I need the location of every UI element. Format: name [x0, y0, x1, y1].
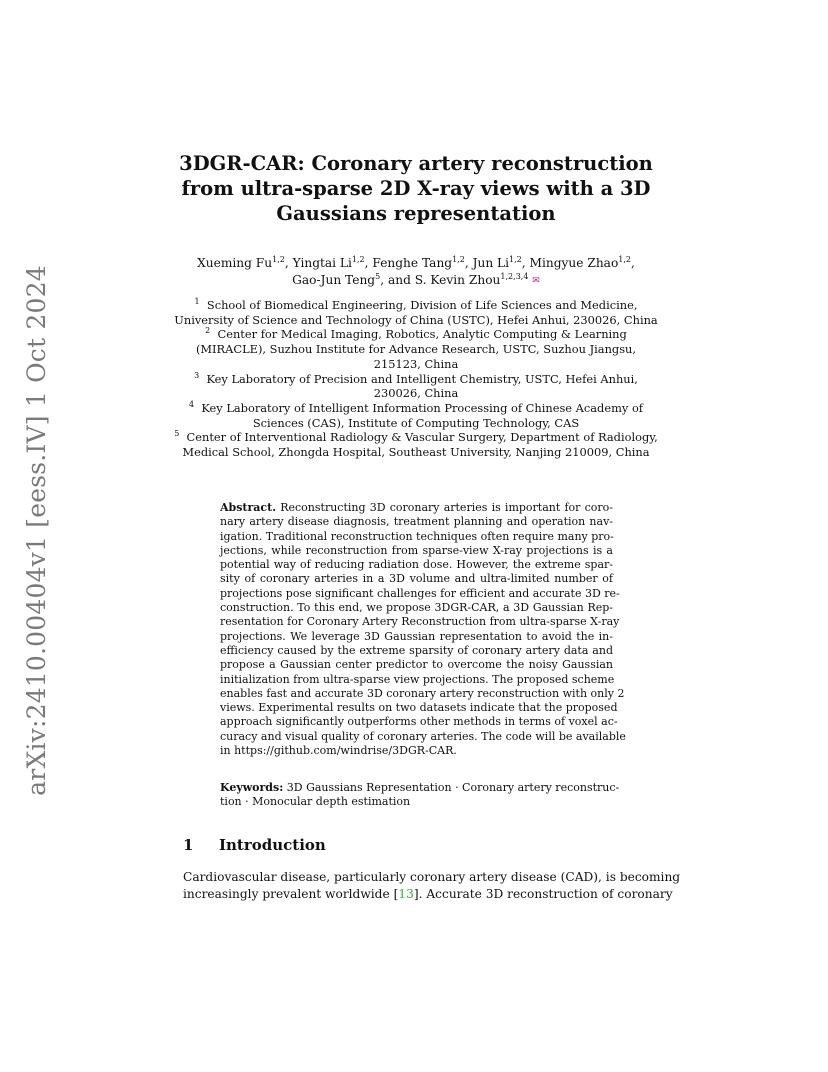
paper-title: [150, 151, 682, 226]
keywords-line: [220, 781, 620, 795]
intro-paragraph: [183, 869, 681, 903]
intro-line: Cardiovascular disease, particularly coronary artery disease (CAD), is becoming: [183, 870, 681, 884]
abstract-line: igation. Traditional reconstruction techniques often require many pro-: [220, 529, 614, 543]
author-name: Xueming Fu: [197, 256, 273, 270]
citation-link[interactable]: 13: [398, 887, 414, 901]
abstract-line: views. Experimental results on two datasets indicate that the proposed: [220, 701, 618, 715]
abstract-line: in https://github.com/windrise/3DGR-CAR.: [220, 744, 457, 758]
abstract-line: potential way of reducing radiation dose. However, the extreme spar-: [220, 558, 613, 572]
abstract-line: initialization from ultra-sparse view projections. The proposed scheme: [220, 672, 615, 686]
affiliation-line: (MIRACLE), Suzhou Institute for Advance Research, USTC, Suzhou Jiangsu,: [195, 342, 637, 357]
affiliation-text: Key Laboratory of Precision and Intelligent Chemistry, USTC, Hefei Anhui,: [206, 371, 638, 386]
author-name: Gao-Jun Teng: [292, 273, 376, 287]
abstract-line: resentation for Coronary Artery Reconstruction from ultra-sparse X-ray: [220, 615, 620, 629]
author-affil-sup: 1,2: [452, 255, 465, 264]
author-affil-sup: 1,2: [618, 255, 632, 264]
arxiv-identifier: [21, 264, 51, 796]
abstract-heading: Abstract.: [220, 501, 277, 514]
intro-line: [183, 886, 673, 903]
author-affil-sup: 1,2: [351, 255, 365, 264]
affiliation-text: Center of Interventional Radiology & Vascular Surgery, Department of Radiology,: [186, 430, 658, 445]
author-line: Gao-Jun Teng$^5$, and S. Kevin Zhou$^{1,2,3,4}$ ✉: [292, 272, 540, 287]
abstract-line: sity of coronary arteries in a 3D volume and ultra-limited number of: [220, 572, 613, 586]
affiliation-line: Medical School, Zhongda Hospital, Southeast University, Nanjing 210009, China: [182, 445, 650, 460]
abstract-line: approach significantly outperforms other methods in terms of voxel ac-: [220, 715, 618, 729]
intro-text: increasingly prevalent worldwide [: [183, 887, 399, 901]
affiliation-line: [150, 298, 682, 313]
keywords: [220, 781, 620, 810]
section-number: 1: [183, 836, 194, 854]
abstract: [220, 501, 626, 758]
affiliation-line: University of Science and Technology of China (USTC), Hefei Anhui, 230026, China: [174, 312, 658, 327]
affiliation-sup: 1: [194, 297, 200, 306]
affiliation-sup: 4: [188, 399, 195, 409]
affiliation-text: Center for Medical Imaging, Robotics, Analytic Computing & Learning: [217, 327, 627, 342]
affiliation-line: Sciences (CAS), Institute of Computing Technology, CAS: [252, 415, 580, 430]
keywords-text: 3D Gaussians Representation · Coronary artery reconstruc-: [286, 781, 620, 794]
abstract-line: propose a Gaussian center predictor to overcome the noisy Gaussian: [220, 658, 613, 672]
author-line: Xueming Fu$^{1,2}$, Yingtai Li$^{1,2}$, Fenghe Tang$^{1,2}$, Jun Li$^{1,2}$, Mingyue Zhao$^{1,2}$,: [197, 255, 635, 270]
arxiv-identifier-text: arXiv:2410.00404v1 [eess.IV] 1 Oct 2024: [21, 264, 51, 796]
affiliation-sup: 2: [205, 326, 211, 336]
section-title: Introduction: [219, 836, 326, 854]
affiliation-line: 230026, China: [373, 386, 459, 401]
abstract-line: curacy and visual quality of coronary arteries. The code will be available: [220, 729, 626, 743]
author-name: Yingtai Li: [292, 256, 352, 270]
abstract-line: jections, while reconstruction from sparse-view X-ray projections is a: [220, 543, 613, 557]
affiliation-line: [150, 401, 682, 416]
affiliations: [150, 298, 682, 460]
abstract-line: enables fast and accurate 3D coronary artery reconstruction with only 2: [220, 686, 625, 700]
author-affil-sup: 1,2: [509, 255, 522, 264]
abstract-line: nary artery disease diagnosis, treatment planning and operation nav-: [220, 515, 613, 529]
affiliation-line: 215123, China: [373, 356, 459, 371]
affiliation-text: Key Laboratory of Intelligent Information Processing of Chinese Academy of: [201, 400, 644, 415]
affiliation-line: [150, 372, 682, 387]
author-name: Fenghe Tang: [372, 256, 453, 270]
email-icon[interactable]: ✉: [532, 276, 540, 286]
abstract-line: projections. We leverage 3D Gaussian representation to avoid the in-: [220, 629, 613, 643]
author-name: Mingyue Zhao: [529, 256, 619, 270]
abstract-line: efficiency caused by the extreme sparsity of coronary artery data and: [220, 643, 613, 657]
keywords-heading: Keywords:: [220, 781, 284, 794]
title-line: from ultra-sparse 2D X-ray views with a 3D: [181, 177, 651, 200]
author-affil-sup: 1,2,3,4: [500, 272, 529, 281]
title-line: Gaussians representation: [276, 202, 556, 225]
abstract-line: construction. To this end, we propose 3DGR-CAR, a 3D Gaussian Rep-: [220, 601, 613, 615]
keywords-line: tion · Monocular depth estimation: [220, 795, 411, 809]
author-list: [150, 255, 682, 290]
author-affil-sup: 5: [375, 272, 381, 281]
affiliation-text: School of Biomedical Engineering, Division of Life Sciences and Medicine,: [206, 298, 638, 312]
affiliation-sup: 5: [174, 429, 180, 439]
affiliation-sup: 3: [194, 370, 200, 380]
intro-text: ]. Accurate 3D reconstruction of coronary: [413, 887, 673, 901]
section-heading: [183, 836, 326, 854]
abstract-line: [220, 501, 613, 515]
abstract-text: Reconstructing 3D coronary arteries is important for coro-: [280, 501, 613, 514]
affiliation-line: [150, 430, 682, 445]
abstract-line: projections pose significant challenges for efficient and accurate 3D re-: [220, 586, 620, 600]
title-line: 3DGR-CAR: Coronary artery reconstruction: [179, 152, 653, 175]
affiliation-line: [150, 327, 682, 342]
author-name: Jun Li: [472, 256, 510, 270]
author-affil-sup: 1,2: [272, 255, 285, 264]
author-name: and S. Kevin Zhou: [387, 273, 501, 287]
